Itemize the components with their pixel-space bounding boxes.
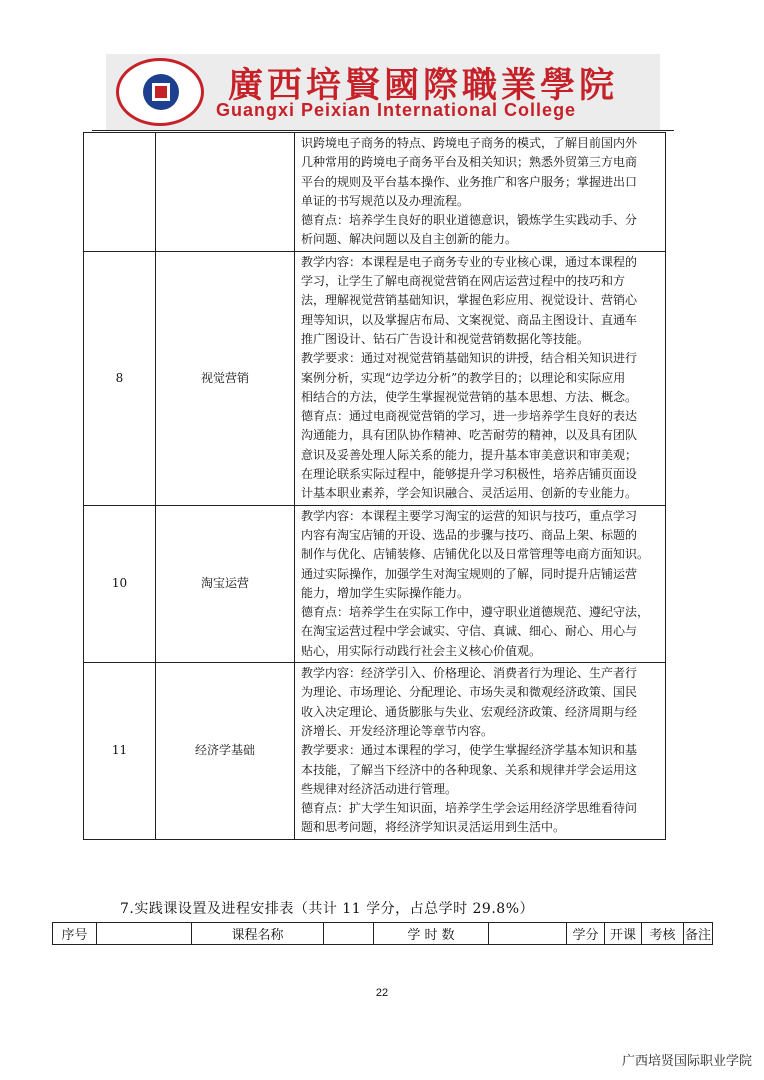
description-line: 制作与优化、店铺装修、店铺优化以及日常管理等电商方面知识。: [301, 547, 650, 562]
description-line: 教学内容：经济学引入、价格理论、消费者行为理论、生产者行: [301, 666, 638, 681]
seal-emblem-icon: [143, 74, 179, 110]
description-line: 案例分析，实现“边学边分析”的教学目的；以理论和实际应用: [301, 370, 626, 385]
page-number: 22: [375, 987, 389, 999]
description-line: 德育点：培养学生良好的职业道德意识，锻炼学生实践动手、分: [301, 213, 638, 228]
description-line: 能力，增加学生实际操作能力。: [301, 585, 470, 600]
description-line: 单证的书写规范以及办理流程。: [301, 193, 470, 208]
description-line: 题和思考问题，将经济学知识灵活运用到生活中。: [301, 820, 566, 835]
description-line: 德育点：扩大学生知识面，培养学生学会运用经济学思维看待问: [301, 801, 638, 816]
course-number: 8: [84, 251, 156, 505]
description-line: 德育点：通过电商视觉营销的学习，进一步培养学生良好的表达: [301, 409, 638, 424]
description-line: 教学要求：通过本课程的学习，使学生掌握经济学基本知识和基: [301, 743, 638, 758]
description-line: 在理论联系实际过程中，能够提升学习积极性，培养店铺页面设: [301, 467, 638, 482]
description-line: 本技能，了解当下经济中的各种现象、关系和规律并学会运用这: [301, 762, 638, 777]
description-line: 平台的规则及平台基本操作、业务推广和客户服务；掌握进出口: [301, 174, 638, 189]
course-description: [295, 505, 666, 662]
description-line: 收入决定理论、通货膨胀与失业、宏观经济政策、经济周期与经: [301, 704, 638, 719]
description-line: 在淘宝运营过程中学会诚实、守信、真诚、细心、耐心、用心与: [301, 624, 638, 639]
practice-header-cell: 备注: [684, 923, 713, 945]
course-name: 经济学基础: [156, 663, 295, 840]
description-line: 几种常用的跨境电子商务平台及相关知识；熟悉外贸第三方电商: [301, 155, 638, 170]
course-table-body: [84, 133, 666, 840]
college-seal-logo: [116, 58, 204, 126]
course-number: [84, 133, 156, 252]
course-name: 淘宝运营: [156, 505, 295, 662]
description-line: 贴心，用实际行动践行社会主义核心价值观。: [301, 643, 542, 658]
practice-header-cell: 序号: [53, 923, 97, 945]
description-line: 为理论、市场理论、分配理论、市场失灵和微观经济政策、国民: [301, 685, 638, 700]
table-row: [84, 663, 666, 840]
section-title: 7.实践课设置及进程安排表（共计 11 学分，占总学时 29.8%）: [120, 901, 534, 917]
description-line: 意识及妥善处理人际关系的能力，提升基本审美意识和审美观；: [301, 447, 638, 462]
description-line: 些规律对经济活动进行管理。: [301, 781, 458, 796]
description-line: 学习，让学生了解电商视觉营销在网店运营过程中的技巧和方: [301, 274, 626, 289]
description-line: 内容有淘宝店铺的开设、选品的步骤与技巧、商品上架、标题的: [301, 527, 638, 542]
description-line: 沟通能力，具有团队协作精神、吃苦耐劳的精神，以及具有团队: [301, 428, 638, 443]
practice-header-cell: [489, 923, 567, 945]
college-name-cn: 廣西培賢國際職業學院: [228, 66, 619, 105]
description-line: 推广图设计、钻石广告设计和视觉营销数据化等技能。: [301, 331, 590, 346]
college-banner: [106, 54, 660, 130]
description-line: 计基本职业素养，学会知识融合、灵活运用、创新的专业能力。: [301, 486, 638, 501]
practice-header-cell: 学 时 数: [374, 923, 489, 945]
description-line: 通过实际操作，加强学生对淘宝规则的了解，同时提升店铺运营: [301, 566, 638, 581]
course-name: 视觉营销: [156, 251, 295, 505]
course-number: 10: [84, 505, 156, 662]
course-table: [83, 132, 666, 840]
description-line: 教学内容：本课程主要学习淘宝的运营的知识与技巧，重点学习: [301, 508, 638, 523]
practice-header-cell: [97, 923, 192, 945]
description-line: 济增长、开发经济理论等章节内容。: [301, 723, 494, 738]
practice-header-cell: [324, 923, 374, 945]
description-line: 理等知识，以及掌握店布局、文案视觉、商品主图设计、直通车: [301, 312, 638, 327]
college-name-en: Guangxi Peixian International College: [216, 100, 577, 120]
course-description: [295, 251, 666, 505]
table-row: [84, 133, 666, 252]
description-line: 析问题、解决问题以及自主创新的能力。: [301, 232, 518, 247]
description-line: 教学要求：通过对视觉营销基础知识的讲授，结合相关知识进行: [301, 351, 638, 366]
course-description: [295, 133, 666, 252]
practice-header-cell: 开课: [605, 923, 642, 945]
description-line: 教学内容：本课程是电子商务专业的专业核心课，通过本课程的: [301, 254, 638, 269]
practice-header-cell: 课程名称: [192, 923, 324, 945]
description-line: 识跨境电子商务的特点、跨境电子商务的模式，了解目前国内外: [301, 136, 638, 150]
description-line: 相结合的方法，使学生掌握视觉营销的基本思想、方法、概念。: [301, 389, 638, 404]
practice-schedule-table: [52, 922, 713, 945]
description-line: 德育点：培养学生在实际工作中，遵守职业道德规范、遵纪守法，: [301, 605, 650, 620]
table-row: [84, 505, 666, 662]
description-line: 法，理解视觉营销基础知识，掌握色彩应用、视觉设计、营销心: [301, 293, 638, 308]
practice-header-cell: 考核: [642, 923, 684, 945]
practice-header-row: [53, 923, 713, 945]
course-name: [156, 133, 295, 252]
table-row: [84, 251, 666, 505]
header-divider: [92, 130, 674, 131]
footer-college-name: 广西培贤国际职业学院: [621, 1053, 752, 1068]
practice-header-cell: 学分: [567, 923, 605, 945]
course-description: [295, 663, 666, 840]
course-number: 11: [84, 663, 156, 840]
